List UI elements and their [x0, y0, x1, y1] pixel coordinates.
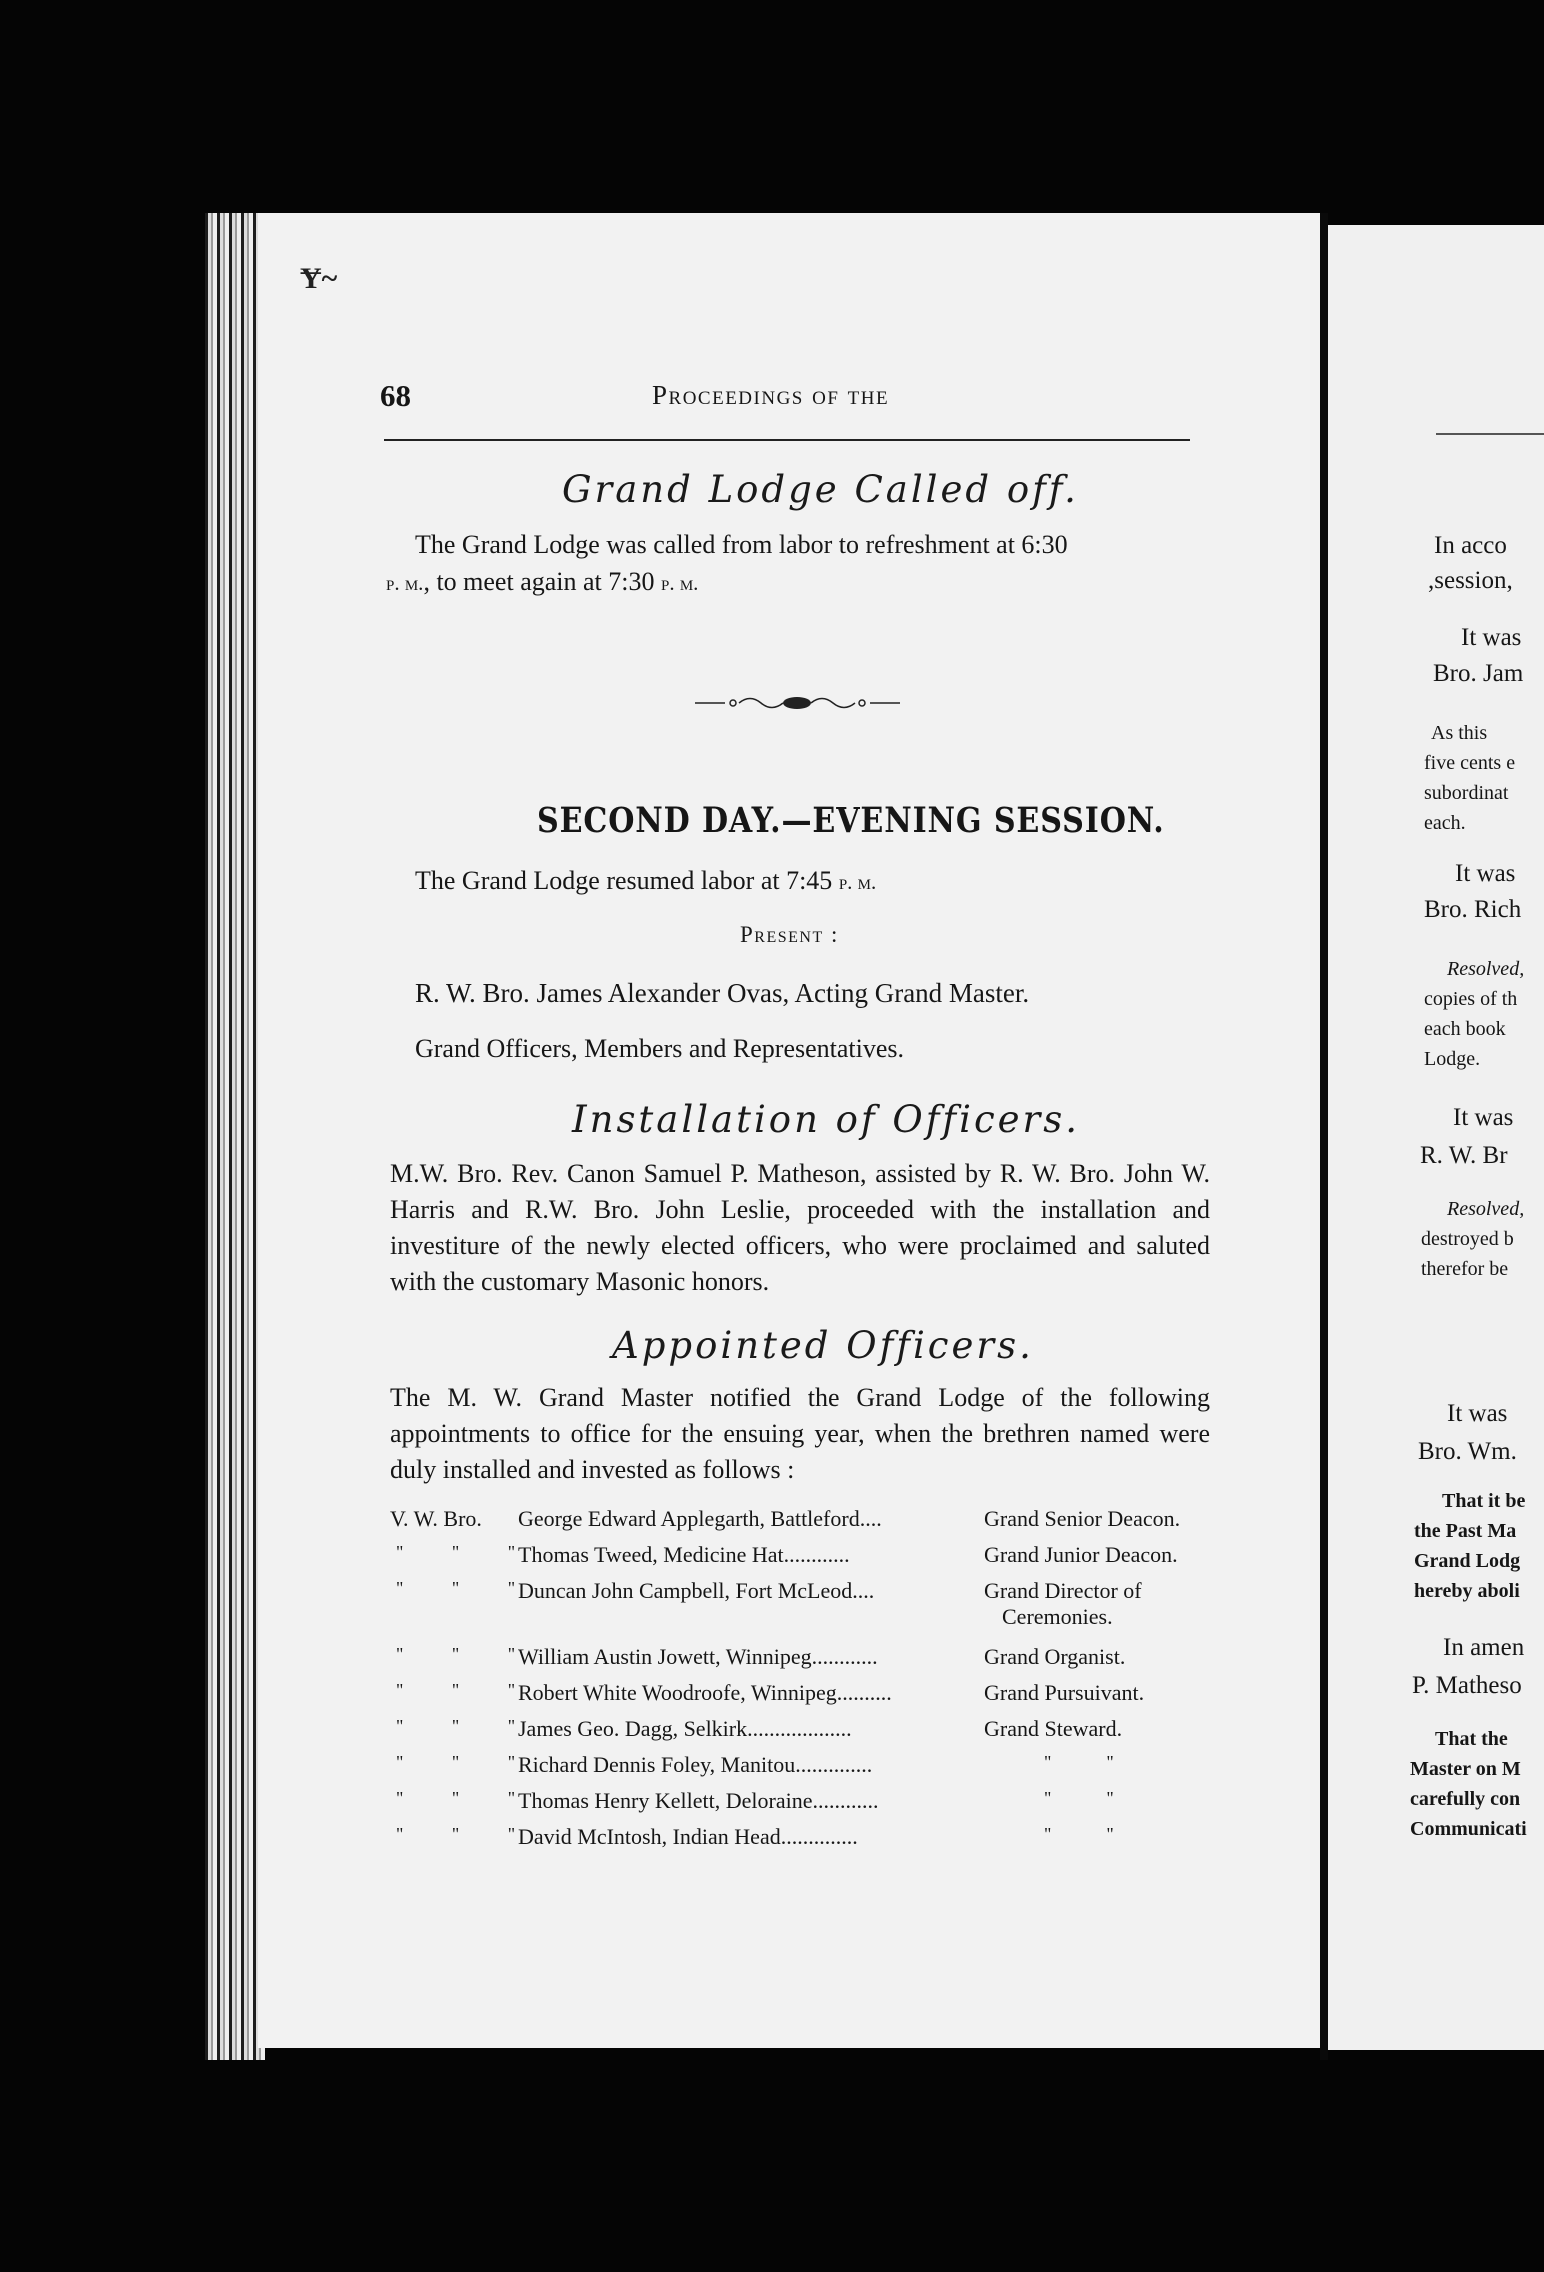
resumed-text: The Grand Lodge resumed labor at 7:45: [415, 866, 839, 895]
right-page-line: subordinat: [1424, 782, 1509, 804]
officer-name: Robert White Woodroofe, Winnipeg: [518, 1680, 837, 1705]
right-page-line: each.: [1424, 812, 1466, 834]
officer-office: Grand Organist.: [984, 1644, 1126, 1669]
officer-row: [390, 1788, 1210, 1824]
right-page-line: hereby aboli: [1414, 1580, 1520, 1602]
right-page-line: Resolved,: [1447, 1198, 1525, 1220]
officer-row: [390, 1578, 1210, 1644]
officer-prefix: " " ": [396, 1644, 538, 1664]
officer-leader-dots: ............: [812, 1788, 879, 1813]
officer-name: Duncan John Campbell, Fort McLeod: [518, 1578, 853, 1603]
members-line: Grand Officers, Members and Representatives.: [415, 1034, 905, 1063]
right-page-line: It was: [1453, 1104, 1514, 1131]
right-page-line: Lodge.: [1424, 1048, 1481, 1070]
officer-name: Thomas Henry Kellett, Deloraine: [518, 1788, 813, 1813]
officer-row: [390, 1752, 1210, 1788]
officer-leader-dots: ....: [859, 1506, 882, 1531]
officer-name: Thomas Tweed, Medicine Hat: [518, 1542, 784, 1567]
right-page-line: five cents e: [1424, 752, 1516, 774]
officer-office: Grand Senior Deacon.: [984, 1506, 1181, 1531]
right-page-line: In acco: [1434, 532, 1507, 559]
right-page-line: destroyed b: [1421, 1228, 1514, 1250]
officer-leader-dots: ............: [783, 1542, 850, 1567]
officer-row: [390, 1824, 1210, 1860]
installation-paragraph: M.W. Bro. Rev. Canon Samuel P. Matheson, assisted by R. W. Bro. John W. Harris and R.W. Bro. John Leslie, proceeded with the installation and investiture of the newly elected officers, who were proclaimed and saluted with the customary Masonic honors.: [390, 1159, 1210, 1296]
officer-prefix: " " ": [396, 1578, 538, 1598]
officer-row: [390, 1644, 1210, 1680]
officer-office: " ": [1044, 1788, 1118, 1808]
right-page-line: It was: [1461, 624, 1522, 651]
right-header-rule: [1436, 433, 1544, 435]
officer-leader-dots: ............: [811, 1644, 878, 1669]
right-page-line: That it be: [1442, 1490, 1526, 1512]
ornament-divider: [695, 692, 900, 714]
right-page-line: Master on M: [1410, 1758, 1521, 1780]
right-page-line: each book: [1424, 1018, 1506, 1040]
right-page-line: Bro. Rich: [1424, 896, 1522, 923]
right-page-line: ,session,: [1428, 567, 1513, 594]
acting-grand-master-line: R. W. Bro. James Alexander Ovas, Acting Grand Master.: [415, 978, 1030, 1008]
officer-row: [390, 1506, 1210, 1542]
officer-office: Grand Junior Deacon.: [984, 1542, 1178, 1567]
officer-leader-dots: ..........: [836, 1680, 892, 1705]
officer-office: Grand Director of: [984, 1578, 1142, 1603]
officer-prefix: V. W. Bro.: [390, 1506, 482, 1531]
officer-prefix: " " ": [396, 1752, 538, 1772]
right-page-line: the Past Ma: [1414, 1520, 1517, 1542]
officer-prefix: " " ": [396, 1542, 538, 1562]
right-page-line: Resolved,: [1447, 958, 1525, 980]
officer-row: [390, 1716, 1210, 1752]
right-page-line: carefully con: [1410, 1788, 1521, 1810]
officer-row: [390, 1680, 1210, 1716]
right-page-line: It was: [1447, 1400, 1508, 1427]
officer-name: George Edward Applegarth, Battleford: [518, 1506, 860, 1531]
officers-list: [390, 1506, 1210, 1860]
right-page-line: In amen: [1443, 1634, 1525, 1661]
page-edges: [205, 213, 265, 2060]
officer-name: James Geo. Dagg, Selkirk: [518, 1716, 748, 1741]
officer-office: Grand Pursuivant.: [984, 1680, 1145, 1705]
right-page-line: Bro. Jam: [1433, 660, 1524, 687]
right-page-line: It was: [1455, 860, 1516, 887]
officer-name: William Austin Jowett, Winnipeg: [518, 1644, 812, 1669]
right-page-line: copies of th: [1424, 988, 1518, 1010]
officer-leader-dots: ..............: [780, 1824, 858, 1849]
appointed-paragraph: The M. W. Grand Master notified the Grand Lodge of the following appointments to office for the ensuing year, when the brethren named were duly installed and invested as follows :: [390, 1383, 1210, 1484]
heading-appointed-officers: Appointed Officers.: [612, 1324, 1034, 1367]
resumed-line: [415, 862, 876, 901]
officer-office: Grand Steward.: [984, 1716, 1123, 1741]
called-off-line-2: [386, 563, 698, 602]
running-head: Proceedings of the: [652, 380, 890, 410]
officer-leader-dots: ....: [852, 1578, 875, 1603]
officer-prefix: " " ": [396, 1716, 538, 1736]
header-rule: [384, 439, 1190, 441]
page-number: 68: [380, 378, 411, 413]
right-page-line: That the: [1435, 1728, 1508, 1750]
book-gutter: [1320, 213, 1328, 2060]
margin-mark: Ɏ~: [300, 262, 338, 295]
called-off-line-1: The Grand Lodge was called from labor to refreshment at 6:30: [415, 530, 1068, 559]
right-page-line: therefor be: [1421, 1258, 1509, 1280]
pm-abbrev: p. m.: [386, 571, 424, 595]
officer-leader-dots: ..............: [795, 1752, 873, 1777]
officer-row: [390, 1542, 1210, 1578]
officer-office: " ": [1044, 1752, 1118, 1772]
heading-second-day-evening-session: SECOND DAY.—EVENING SESSION.: [537, 800, 1165, 841]
right-page-line: Grand Lodg: [1414, 1550, 1521, 1572]
right-page-line: Bro. Wm.: [1418, 1438, 1517, 1465]
officer-leader-dots: ...................: [747, 1716, 852, 1741]
right-page-line: As this: [1431, 722, 1488, 744]
called-off-text: , to meet again at 7:30: [423, 567, 661, 596]
pm-abbrev: p. m.: [660, 571, 699, 595]
officer-prefix: " " ": [396, 1824, 538, 1844]
officer-office-line2: Ceremonies.: [1002, 1604, 1113, 1629]
officer-prefix: " " ": [396, 1680, 538, 1700]
right-page-line: R. W. Br: [1420, 1142, 1508, 1169]
officer-name: Richard Dennis Foley, Manitou: [518, 1752, 796, 1777]
officer-office: " ": [1044, 1824, 1118, 1844]
present-label: Present :: [740, 922, 839, 947]
right-page-line: P. Matheso: [1412, 1672, 1522, 1699]
officer-name: David McIntosh, Indian Head: [518, 1824, 781, 1849]
pm-abbrev: p. m.: [838, 870, 877, 894]
officer-prefix: " " ": [396, 1788, 538, 1808]
right-page-line: Communicati: [1410, 1818, 1527, 1840]
heading-installation-of-officers: Installation of Officers.: [572, 1098, 1080, 1141]
heading-grand-lodge-called-off: Grand Lodge Called off.: [562, 468, 1079, 511]
